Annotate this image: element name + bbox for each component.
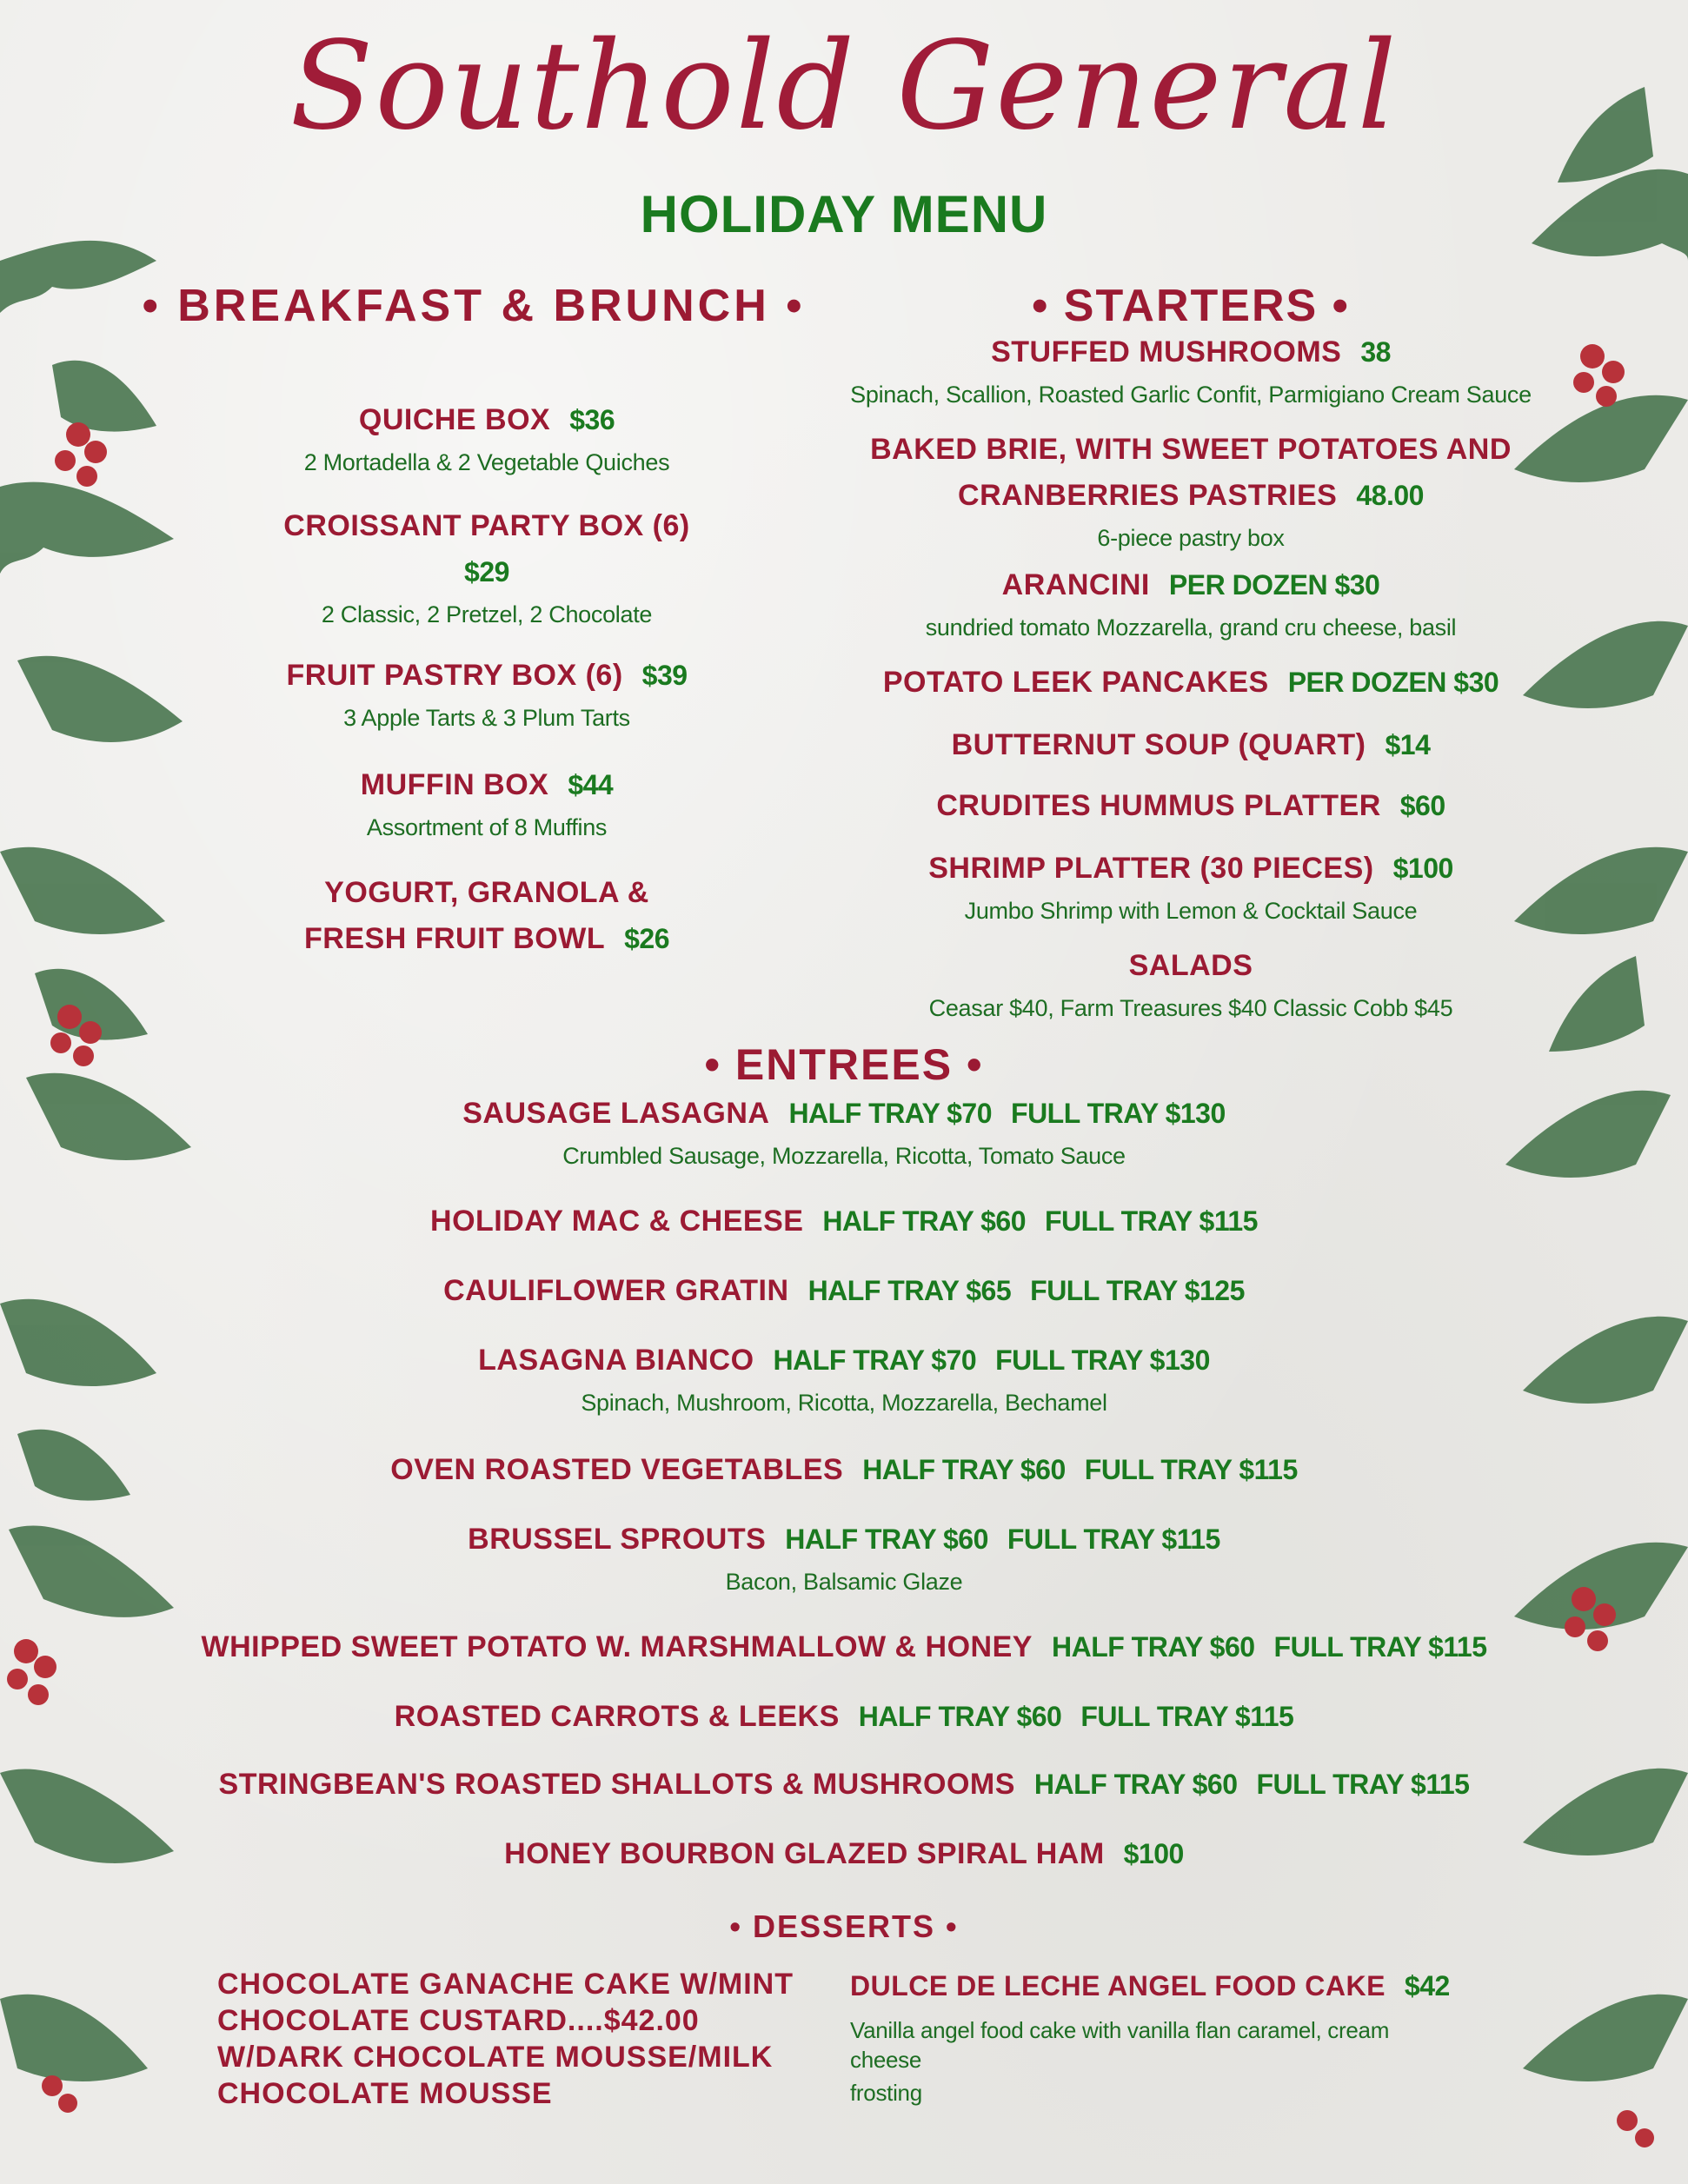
section-heading-entrees: • ENTREES • bbox=[704, 1040, 984, 1089]
menu-item-quiche-box bbox=[200, 400, 774, 476]
item-name: QUICHE BOX bbox=[358, 403, 551, 436]
item-name: YOGURT, GRANOLA & bbox=[324, 876, 649, 909]
item-name: STUFFED MUSHROOMS bbox=[991, 335, 1342, 368]
menu-item-roasted-carrots-leeks bbox=[0, 1696, 1688, 1743]
menu-item-butternut-soup bbox=[834, 725, 1547, 771]
item-name: POTATO LEEK PANCAKES bbox=[882, 666, 1269, 699]
item-name: BRUSSEL SPROUTS bbox=[468, 1523, 767, 1556]
item-description: 3 Apple Tarts & 3 Plum Tarts bbox=[343, 705, 630, 731]
item-name: DULCE DE LECHE ANGEL FOOD CAKE bbox=[850, 1970, 1386, 2001]
menu-item-cauliflower-gratin bbox=[0, 1271, 1688, 1317]
half-tray-price: HALF TRAY $60 bbox=[785, 1523, 988, 1555]
half-tray-price: HALF TRAY $60 bbox=[1033, 1769, 1238, 1800]
section-heading-desserts: • DESSERTS • bbox=[729, 1909, 959, 1944]
item-price: PER DOZEN $30 bbox=[1287, 667, 1499, 698]
item-price: 38 bbox=[1360, 336, 1391, 368]
menu-item-yogurt-bowl bbox=[200, 873, 774, 965]
item-name: FRESH FRUIT BOWL bbox=[304, 922, 606, 955]
full-tray-price: FULL TRAY $130 bbox=[1011, 1098, 1226, 1129]
item-name: HONEY BOURBON GLAZED SPIRAL HAM bbox=[504, 1837, 1105, 1870]
half-tray-price: HALF TRAY $70 bbox=[773, 1344, 977, 1376]
item-name: BAKED BRIE, WITH SWEET POTATOES AND bbox=[870, 433, 1512, 466]
item-price: 48.00 bbox=[1356, 480, 1424, 511]
full-tray-price: FULL TRAY $130 bbox=[995, 1344, 1210, 1376]
item-name: CAULIFLOWER GRATIN bbox=[443, 1274, 789, 1307]
menu-subtitle: HOLIDAY MENU bbox=[640, 185, 1048, 243]
menu-item-stuffed-mushrooms bbox=[834, 332, 1547, 408]
full-tray-price: FULL TRAY $115 bbox=[1084, 1454, 1298, 1485]
item-name: STRINGBEAN'S ROASTED SHALLOTS & MUSHROOMS bbox=[218, 1768, 1015, 1801]
menu-item-salads bbox=[834, 946, 1547, 1022]
menu-item-sausage-lasagna bbox=[0, 1093, 1688, 1170]
item-description: Spinach, Mushroom, Ricotta, Mozzarella, Bechamel bbox=[581, 1390, 1107, 1416]
restaurant-name: Southold General bbox=[289, 16, 1399, 157]
dessert-line: CHOCOLATE MOUSSE bbox=[217, 2077, 553, 2110]
menu-item-dulce-de-leche-cake bbox=[850, 1966, 1459, 2108]
item-price: $29 bbox=[464, 556, 509, 587]
item-price: $100 bbox=[1392, 853, 1453, 884]
menu-item-whipped-sweet-potato bbox=[0, 1627, 1688, 1673]
item-name: FRUIT PASTRY BOX (6) bbox=[286, 659, 623, 692]
item-price: $36 bbox=[569, 404, 615, 435]
dessert-line: W/DARK CHOCOLATE MOUSSE/MILK bbox=[217, 2041, 774, 2074]
item-description: Bacon, Balsamic Glaze bbox=[725, 1569, 963, 1595]
dessert-line: CHOCOLATE GANACHE CAKE W/MINT bbox=[217, 1968, 794, 2001]
item-name: CRANBERRIES PASTRIES bbox=[958, 479, 1338, 512]
full-tray-price: FULL TRAY $115 bbox=[1273, 1631, 1487, 1663]
full-tray-price: FULL TRAY $125 bbox=[1030, 1275, 1245, 1306]
menu-item-shrimp-platter bbox=[834, 848, 1547, 925]
menu-item-muffin-box bbox=[200, 765, 774, 841]
menu-item-baked-brie bbox=[834, 429, 1547, 552]
full-tray-price: FULL TRAY $115 bbox=[1007, 1523, 1220, 1555]
item-name: ARANCINI bbox=[1001, 568, 1150, 601]
item-price: $14 bbox=[1385, 729, 1431, 760]
half-tray-price: HALF TRAY $65 bbox=[807, 1275, 1012, 1306]
item-description: frosting bbox=[850, 2080, 922, 2106]
menu-item-lasagna-bianco bbox=[0, 1340, 1688, 1417]
item-name: HOLIDAY MAC & CHEESE bbox=[430, 1205, 804, 1238]
item-name: BUTTERNUT SOUP (QUART) bbox=[951, 728, 1366, 761]
menu-item-brussel-sprouts bbox=[0, 1519, 1688, 1596]
item-price: $44 bbox=[568, 769, 614, 800]
half-tray-price: HALF TRAY $60 bbox=[858, 1701, 1062, 1732]
item-description: Vanilla angel food cake with vanilla flan caramel, cream cheese bbox=[850, 2017, 1390, 2073]
menu-item-arancini bbox=[834, 565, 1547, 641]
item-name: CRUDITES HUMMUS PLATTER bbox=[936, 789, 1381, 822]
full-tray-price: FULL TRAY $115 bbox=[1080, 1701, 1294, 1732]
half-tray-price: HALF TRAY $70 bbox=[788, 1098, 993, 1129]
item-description: 6-piece pastry box bbox=[1097, 525, 1285, 551]
item-name: SAUSAGE LASAGNA bbox=[462, 1097, 770, 1130]
item-price: $42 bbox=[1404, 1970, 1450, 2001]
full-tray-price: FULL TRAY $115 bbox=[1045, 1205, 1258, 1237]
item-name: CROISSANT PARTY BOX (6) bbox=[283, 509, 690, 542]
menu-item-oven-roasted-vegetables bbox=[0, 1450, 1688, 1496]
item-price: $100 bbox=[1123, 1838, 1184, 1869]
dessert-line: CHOCOLATE CUSTARD....$42.00 bbox=[217, 2004, 700, 2037]
item-description: sundried tomato Mozzarella, grand cru cheese, basil bbox=[925, 614, 1457, 641]
menu-item-potato-leek-pancakes bbox=[834, 662, 1547, 708]
section-heading-breakfast: • BREAKFAST & BRUNCH • bbox=[142, 281, 806, 331]
item-description: 2 Mortadella & 2 Vegetable Quiches bbox=[303, 449, 670, 475]
item-description: Crumbled Sausage, Mozzarella, Ricotta, Tomato Sauce bbox=[562, 1143, 1126, 1169]
menu-item-chocolate-ganache-cake bbox=[217, 1966, 843, 2112]
item-description: Ceasar $40, Farm Treasures $40 Classic Cobb $45 bbox=[928, 995, 1453, 1021]
item-description: Assortment of 8 Muffins bbox=[366, 814, 608, 840]
half-tray-price: HALF TRAY $60 bbox=[1051, 1631, 1255, 1663]
section-heading-starters: • STARTERS • bbox=[1032, 281, 1350, 331]
item-name: ROASTED CARROTS & LEEKS bbox=[394, 1700, 840, 1733]
half-tray-price: HALF TRAY $60 bbox=[862, 1454, 1066, 1485]
item-name: SHRIMP PLATTER (30 PIECES) bbox=[928, 852, 1374, 885]
menu-item-holiday-mac-cheese bbox=[0, 1201, 1688, 1247]
item-price: PER DOZEN $30 bbox=[1168, 569, 1380, 601]
menu-item-fruit-pastry-box bbox=[200, 655, 774, 732]
item-description: Spinach, Scallion, Roasted Garlic Confit, Parmigiano Cream Sauce bbox=[850, 382, 1532, 408]
menu-item-croissant-box bbox=[200, 506, 774, 628]
half-tray-price: HALF TRAY $60 bbox=[822, 1205, 1026, 1237]
item-price: $26 bbox=[624, 923, 669, 954]
item-price: $39 bbox=[641, 660, 688, 691]
full-tray-price: FULL TRAY $115 bbox=[1256, 1769, 1470, 1800]
item-name: MUFFIN BOX bbox=[360, 768, 549, 801]
item-description: Jumbo Shrimp with Lemon & Cocktail Sauce bbox=[964, 898, 1418, 924]
menu-item-stringbeans bbox=[0, 1764, 1688, 1810]
item-name: LASAGNA BIANCO bbox=[478, 1344, 754, 1377]
item-name: SALADS bbox=[1128, 949, 1253, 982]
menu-item-crudites-platter bbox=[834, 786, 1547, 832]
item-name: OVEN ROASTED VEGETABLES bbox=[390, 1453, 844, 1486]
item-description: 2 Classic, 2 Pretzel, 2 Chocolate bbox=[321, 601, 653, 627]
item-name: WHIPPED SWEET POTATO W. MARSHMALLOW & HONEY bbox=[201, 1630, 1033, 1663]
menu-item-spiral-ham bbox=[0, 1834, 1688, 1880]
item-price: $60 bbox=[1399, 790, 1445, 821]
